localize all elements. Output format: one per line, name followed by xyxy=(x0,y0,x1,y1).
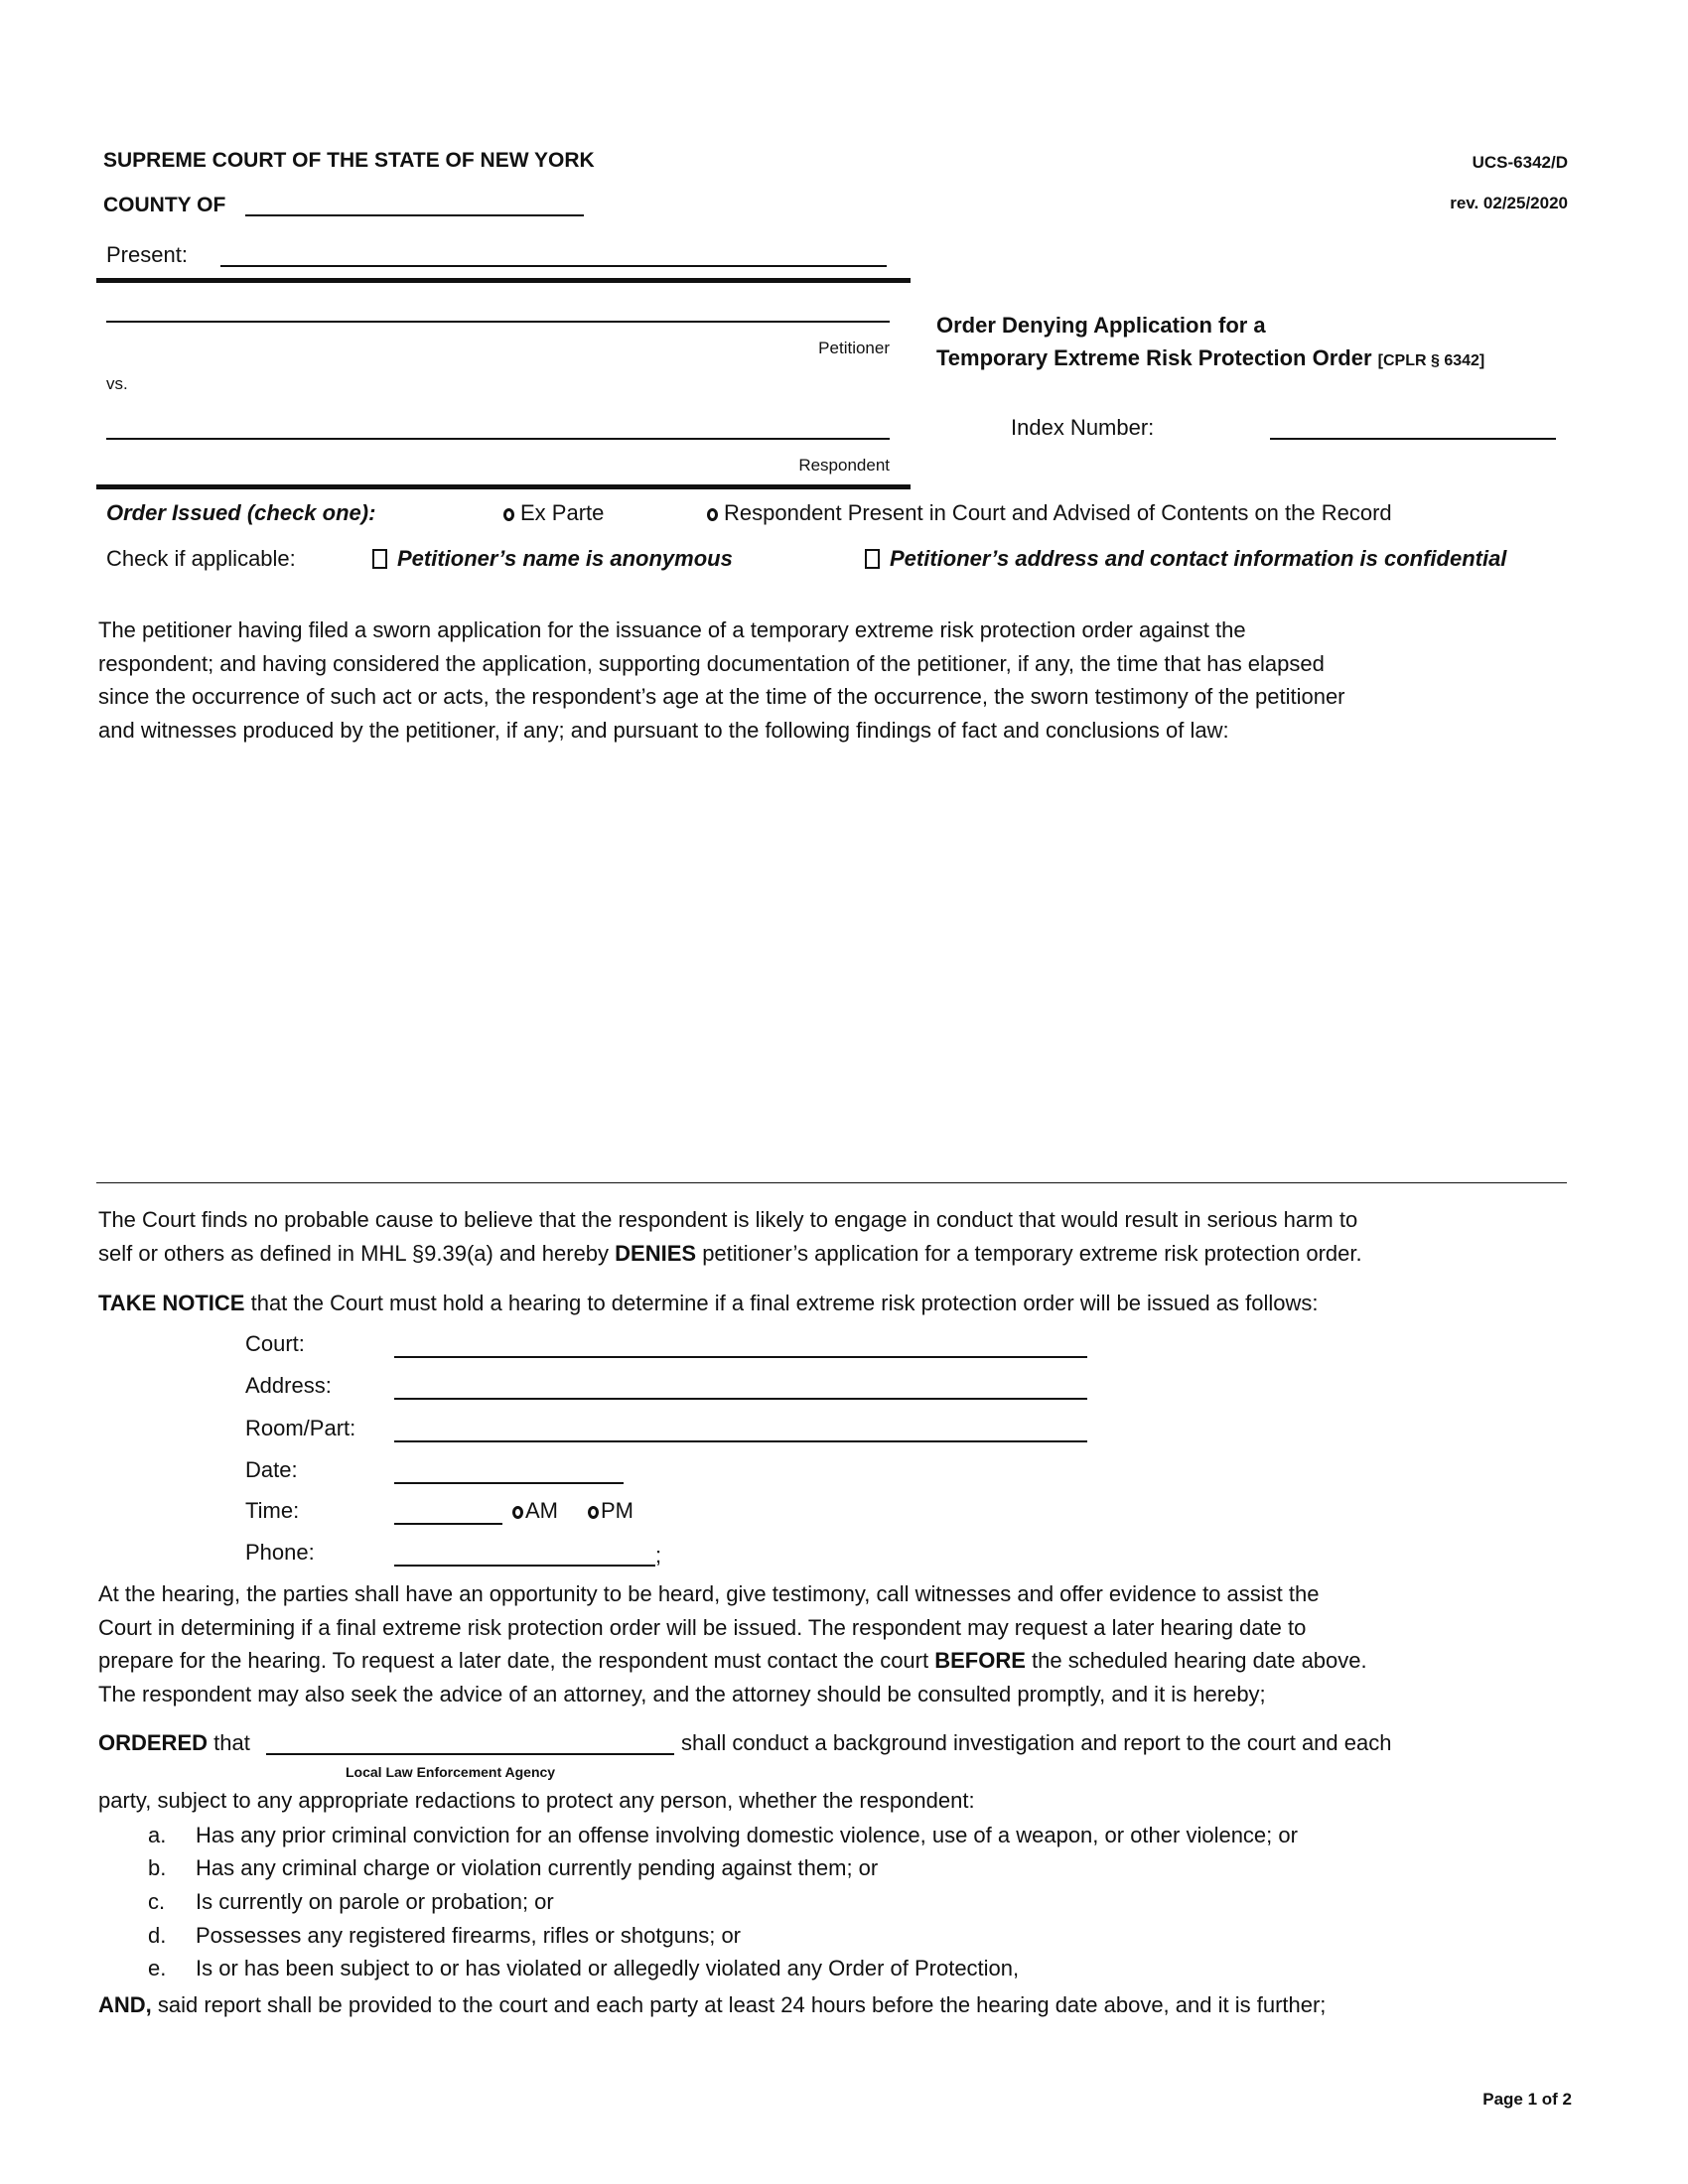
time-label: Time: xyxy=(245,1498,300,1523)
checkbox-icon[interactable] xyxy=(865,549,880,569)
paragraph-line: The petitioner having filed a sworn application for the issuance of a temporary extreme risk protection order against the xyxy=(98,617,1246,642)
anonymous-label: Petitioner’s name is anonymous xyxy=(397,546,733,571)
and-bold: AND, xyxy=(98,1992,152,2017)
court-label: Court: xyxy=(245,1331,305,1356)
confidential-option[interactable] xyxy=(865,548,1506,570)
am-option[interactable] xyxy=(512,1500,558,1522)
ordered-that: that xyxy=(208,1730,250,1755)
order-issued-label: Order Issued (check one): xyxy=(106,500,376,525)
hearing-paragraph xyxy=(98,1577,1367,1710)
paragraph-line: Court in determining if a final extreme risk protection order will be issued. The respondent may request a later hearing date to xyxy=(98,1614,1307,1640)
time-field[interactable] xyxy=(394,1523,502,1525)
date-field[interactable] xyxy=(394,1482,624,1484)
present-label: Present: xyxy=(106,242,188,267)
ordered-line2: party, subject to any appropriate redactions to protect any person, whether the respondent: xyxy=(98,1788,975,1813)
radio-icon[interactable] xyxy=(503,508,514,521)
agency-field[interactable] xyxy=(266,1753,674,1755)
radio-icon[interactable] xyxy=(707,508,718,521)
respondent-label: Respondent xyxy=(798,456,890,475)
pm-label: PM xyxy=(601,1498,633,1523)
county-label: COUNTY OF xyxy=(103,194,226,216)
room-label: Room/Part: xyxy=(245,1416,356,1440)
caption-top-rule xyxy=(96,278,911,283)
respondent-present-label: Respondent Present in Court and Advised of Contents on the Record xyxy=(724,500,1392,525)
paragraph-line xyxy=(98,1644,1367,1678)
address-label: Address: xyxy=(245,1373,332,1398)
county-field[interactable] xyxy=(245,214,584,216)
checkbox-icon[interactable] xyxy=(372,549,387,569)
item-text: Has any prior criminal conviction for an offense involving domestic violence, use of a weapon, or other violence; or xyxy=(196,1823,1298,1847)
ordered-lead xyxy=(98,1732,250,1754)
paragraph-line: respondent; and having considered the application, supporting documentation of the petitioner, if any, the time that has elapsed xyxy=(98,650,1325,676)
date-label: Date: xyxy=(245,1457,298,1482)
text: self or others as defined in MHL §9.39(a) and hereby xyxy=(98,1240,616,1266)
page-number: Page 1 of 2 xyxy=(1482,2090,1572,2109)
index-number-field[interactable] xyxy=(1270,438,1556,440)
present-field[interactable] xyxy=(220,265,887,267)
check-applicable-label: Check if applicable: xyxy=(106,546,296,571)
paragraph-line: The respondent may also seek the advice of an attorney, and the attorney should be consulted promptly, and it is hereby; xyxy=(98,1681,1266,1706)
radio-icon[interactable] xyxy=(588,1506,599,1519)
take-notice-text: that the Court must hold a hearing to determine if a final extreme risk protection order will be issued as follows: xyxy=(244,1291,1319,1315)
text: the scheduled hearing date above. xyxy=(1025,1648,1367,1674)
paragraph-line: and witnesses produced by the petitioner, if any; and pursuant to the following findings of fact and conclusions of law: xyxy=(98,717,1229,743)
ordered-text: shall conduct a background investigation and report to the court and each xyxy=(681,1730,1392,1755)
ordered-bold: ORDERED xyxy=(98,1730,209,1755)
take-notice xyxy=(98,1293,1318,1314)
item-letter: c. xyxy=(148,1889,166,1914)
intro-paragraph xyxy=(98,614,1345,747)
item-letter: b. xyxy=(148,1855,167,1880)
findings-divider xyxy=(96,1182,1567,1183)
revision-date: rev. 02/25/2020 xyxy=(1450,194,1568,212)
item-text: Is currently on parole or probation; or xyxy=(196,1889,554,1914)
item-letter: e. xyxy=(148,1956,167,1980)
text: prepare for the hearing. To request a later date, the respondent must contact the court xyxy=(98,1648,935,1674)
petitioner-label: Petitioner xyxy=(818,339,890,357)
text: petitioner’s application for a temporary extreme risk protection order. xyxy=(696,1240,1362,1266)
ex-parte-label: Ex Parte xyxy=(520,500,605,525)
title-line1: Order Denying Application for a xyxy=(936,313,1266,338)
item-letter: d. xyxy=(148,1923,167,1948)
respondent-present-option[interactable] xyxy=(707,502,1392,524)
respondent-field[interactable] xyxy=(106,438,890,440)
form-number: UCS-6342/D xyxy=(1472,153,1568,172)
take-notice-bold: TAKE NOTICE xyxy=(98,1291,245,1315)
court-name: SUPREME COURT OF THE STATE OF NEW YORK xyxy=(103,149,595,172)
vs-label: vs. xyxy=(106,374,128,393)
before-text: BEFORE xyxy=(934,1648,1026,1674)
and-line xyxy=(98,1994,1326,2016)
title-text: Temporary Extreme Risk Protection Order xyxy=(936,345,1372,370)
room-field[interactable] xyxy=(394,1440,1087,1442)
title-line2 xyxy=(936,347,1484,369)
pm-option[interactable] xyxy=(588,1500,633,1522)
address-field[interactable] xyxy=(394,1398,1087,1400)
title-citation: [CPLR § 6342] xyxy=(1377,352,1485,369)
paragraph-line: At the hearing, the parties shall have an opportunity to be heard, give testimony, call witnesses and offer evidence to assist the xyxy=(98,1581,1320,1606)
item-text: Is or has been subject to or has violated or allegedly violated any Order of Protection, xyxy=(196,1956,1020,1980)
phone-field[interactable] xyxy=(394,1565,655,1567)
item-letter: a. xyxy=(148,1823,167,1847)
index-number-label: Index Number: xyxy=(1011,415,1155,440)
confidential-label: Petitioner’s address and contact information is confidential xyxy=(890,546,1507,571)
finding-paragraph xyxy=(98,1203,1362,1270)
phone-label: Phone: xyxy=(245,1540,315,1565)
item-text: Has any criminal charge or violation currently pending against them; or xyxy=(196,1855,879,1880)
denies-text: DENIES xyxy=(615,1240,697,1266)
phone-suffix: ; xyxy=(655,1543,662,1568)
caption-bottom-rule xyxy=(96,484,911,489)
anonymous-option[interactable] xyxy=(372,548,733,570)
am-label: AM xyxy=(525,1498,558,1523)
agency-caption: Local Law Enforcement Agency xyxy=(346,1764,556,1780)
petitioner-field[interactable] xyxy=(106,321,890,323)
item-text: Possesses any registered firearms, rifles or shotguns; or xyxy=(196,1923,742,1948)
ex-parte-option[interactable] xyxy=(503,502,604,524)
and-text: said report shall be provided to the court and each party at least 24 hours before the hearing date above, and it is further; xyxy=(151,1992,1327,2017)
radio-icon[interactable] xyxy=(512,1506,523,1519)
court-field[interactable] xyxy=(394,1356,1087,1358)
paragraph-line: since the occurrence of such act or acts, the respondent’s age at the time of the occurrence, the sworn testimony of the petitioner xyxy=(98,684,1345,710)
paragraph-line: The Court finds no probable cause to believe that the respondent is likely to engage in conduct that would result in serious harm to xyxy=(98,1207,1358,1232)
paragraph-line xyxy=(98,1237,1362,1271)
